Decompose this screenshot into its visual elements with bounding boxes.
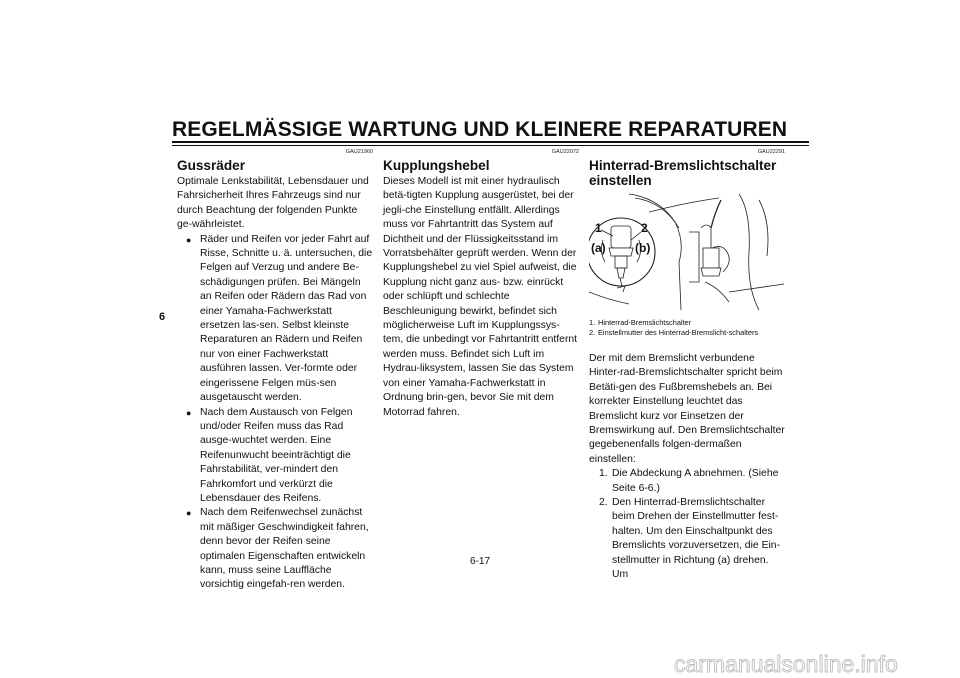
step-text: Die Abdeckung A abnehmen. (Siehe Seite 6-6.) — [612, 468, 779, 494]
caption-text: Hinterrad-Bremslichtschalter — [598, 318, 692, 327]
section-code: GAU22291 — [757, 149, 785, 155]
section-intro: Optimale Lenkstabilität, Lebensdauer und Fahrsicherheit Ihres Fahrzeugs sind nur durch Beachtung der folgenden Punkte ge-währleistet. — [177, 176, 369, 231]
caption-number: 1. — [589, 318, 596, 327]
bullet-list — [177, 233, 373, 593]
bullet-item — [177, 506, 373, 592]
step-number: 2. — [599, 497, 608, 509]
brake-switch-drawing — [589, 192, 784, 312]
bullet-text: Nach dem Reifenwechsel zunächst mit mäßiger Geschwindigkeit fahren, denn bevor der Reifen seine optimalen Eigenschaften entwickeln kann, muss seine Lauffläche vorsichtig eingefah-ren werden. — [200, 507, 369, 591]
page-title: REGELMÄSSIGE WARTUNG UND KLEINERE REPARATUREN — [172, 118, 788, 141]
column-brake-light-switch — [589, 148, 785, 583]
step-number: 1. — [599, 468, 608, 480]
caption-number: 2. — [589, 328, 596, 337]
bullet-item — [177, 406, 373, 507]
caption-text: Einstellmutter des Hinterrad-Bremslicht-schalters — [598, 328, 759, 337]
figure-label-2: 2 — [641, 221, 648, 235]
figure-label-b: (b) — [635, 241, 651, 255]
section-heading: Hinterrad-Bremslichtschalter einstellen — [589, 158, 777, 188]
section-intro: Der mit dem Bremslicht verbundene Hinter-rad-Bremslichtschalter spricht beim Betäti-gen des Fußbremshebels an. Bei korrekter Einstellung leuchtet das Bremslicht kurz vor Einsetzen der Bremswirkung auf. Den Bremslichtschalter gegebenenfalls folgen-dermaßen einstellen: — [589, 353, 785, 465]
page-number: 6-17 — [469, 556, 490, 567]
figure-label-a: (a) — [591, 241, 606, 255]
bullet-icon: ● — [186, 234, 192, 245]
column-cast-wheels — [177, 148, 373, 593]
bullet-item — [177, 233, 373, 406]
section-heading: Gussräder — [177, 158, 246, 173]
bullet-text: Räder und Reifen vor jeder Fahrt auf Risse, Schnitte u. ä. untersuchen, die Felgen auf Verzug und andere Be-schädigungen prüfen. Bei Mängeln an Reifen oder Rädern das Rad von einer Yamaha-Fachwerkstatt ersetzen las-sen. Selbst kleinste Reparaturen an Rädern und Reifen nur von einer Fachwerkstatt ausführen lassen. Ver-formte oder eingerissene Felgen müs-sen ausgetauscht werden. — [200, 233, 373, 404]
bullet-icon: ● — [186, 407, 192, 418]
header-rule — [172, 141, 809, 143]
figure-caption — [589, 328, 785, 338]
watermark-text: carmanualsonline.info — [674, 651, 898, 677]
section-code: GAU21960 — [345, 149, 373, 155]
step-item — [589, 467, 785, 496]
figure-label-1: 1 — [595, 221, 602, 235]
header-rule-thin — [172, 145, 809, 146]
watermark-logo — [672, 651, 955, 677]
brake-switch-illustration — [589, 192, 784, 312]
figure-caption — [589, 318, 785, 328]
step-list — [589, 467, 785, 582]
section-heading: Kupplungshebel — [383, 158, 490, 173]
step-text: Den Hinterrad-Bremslichtschalter beim Drehen der Einstellmutter fest-halten. Um den Einschaltpunkt des Bremslichts vorzuversetzen, die Ein-stellmutter in Richtung (a) drehen. Um — [612, 497, 781, 581]
section-code: GAU22072 — [551, 149, 579, 155]
chapter-tab: 6 — [158, 311, 166, 323]
step-item — [589, 496, 785, 582]
bullet-icon: ● — [186, 508, 192, 519]
bullet-text: Nach dem Austausch von Felgen und/oder Reifen muss das Rad ausge-wuchtet werden. Eine Reifenunwucht beeinträchtigt die Fahrstabilität, ver-mindert den Fahrkomfort und verkürzt die Lebensdauer des Reifens. — [200, 406, 353, 504]
column-clutch-lever — [383, 148, 579, 420]
figure-captions — [589, 318, 785, 338]
section-body: Dieses Modell ist mit einer hydraulisch betä-tigten Kupplung ausgerüstet, bei der jegli-che Einstellung entfällt. Allerdings muss vor Fahrtantritt das System auf Dichtheit und der Flüssigkeitsstand im Vorratsbehälter geprüft werden. Wenn der Kupplungshebel zu viel Spiel aufweist, die Kupplung nicht ganz aus- bzw. einrückt oder schlüpft und schlechte Beschleunigung bewirkt, befindet sich möglicherweise Luft im Kupplungssys-tem, die unbedingt vor Fahrtantritt entfernt werden muss. Befindet sich Luft im Hydrau-liksystem, lassen Sie das System von einer Yamaha-Fachwerkstatt in Ordnung brin-gen, bevor Sie mit dem Motorrad fahren. — [383, 176, 578, 418]
